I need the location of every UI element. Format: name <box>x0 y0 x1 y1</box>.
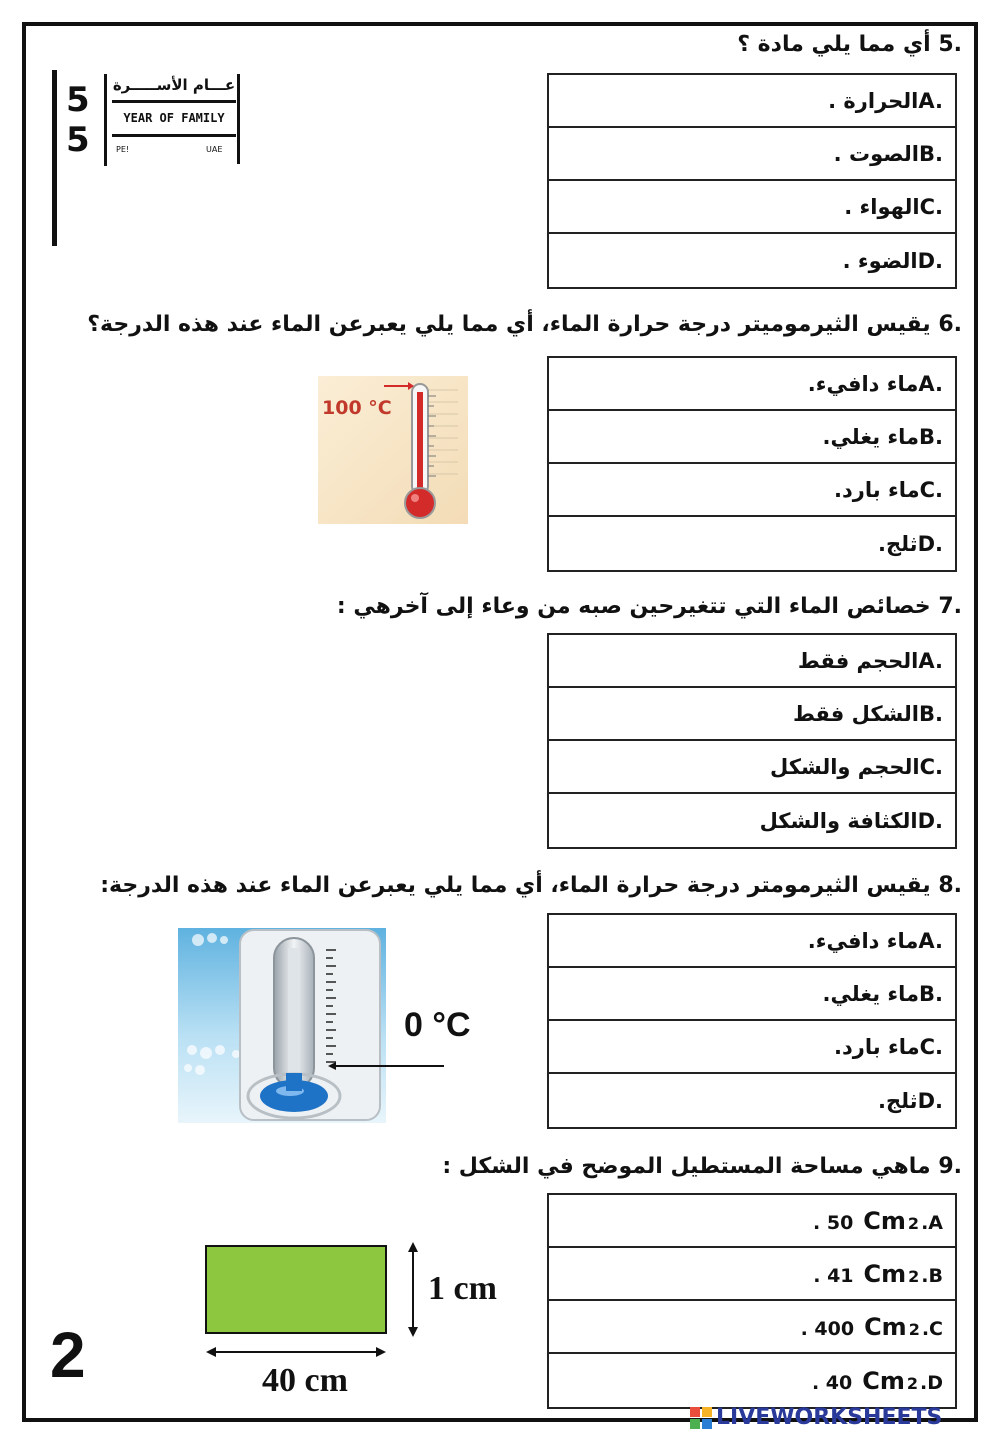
cold-thermometer-label: 0 °C <box>404 1006 471 1044</box>
question-9-title: 9. ماهي مساحة المستطيل الموضح في الشكل : <box>442 1154 962 1179</box>
hot-thermometer-label: 100 °C <box>322 397 392 419</box>
green-rectangle <box>206 1246 386 1333</box>
logo-english-text: YEAR OF FAMILY <box>123 111 225 125</box>
cold-thermometer-image <box>178 928 488 1127</box>
liveworksheets-logo-icon <box>690 1407 712 1429</box>
question-7-options <box>547 633 957 849</box>
hot-thermometer-image <box>318 376 468 528</box>
option-c[interactable]: ماء بارد. C. <box>549 1021 955 1074</box>
question-5-options <box>547 73 957 289</box>
question-8-title: 8. يقيس الثيرمومتر درجة حرارة الماء، أي مما يلي يعبرعن الماء عند هذه الدرجة: <box>100 873 962 898</box>
option-a[interactable]: ماء دافيء. A. <box>549 915 955 968</box>
option-a[interactable]: الحرارة . A. <box>549 75 955 128</box>
logo-arabic-text: عـــام الأســـــرة <box>112 76 236 94</box>
option-d[interactable]: الكثافة والشكل D. <box>759 808 943 833</box>
logo-number-bottom: 5 <box>66 120 90 160</box>
year-of-family-logo <box>52 70 247 248</box>
logo-number-top: 5 <box>66 80 90 120</box>
rectangle-figure <box>200 1238 430 1382</box>
logo-small-right: UAE <box>206 145 223 154</box>
question-8-options <box>547 913 957 1129</box>
option-b[interactable]: . 41 Cm 2 .B <box>549 1248 955 1301</box>
watermark-text: LIVEWORKSHEETS <box>716 1405 943 1430</box>
option-a[interactable]: ماء دافيء. A. <box>549 358 955 411</box>
option-d[interactable]: الضوء . D. <box>842 248 943 273</box>
liveworksheets-watermark <box>690 1405 942 1430</box>
option-d[interactable]: . 40 Cm 2 .D <box>811 1366 943 1395</box>
logo-small-left: PE! <box>116 145 130 154</box>
question-6-title: 6. يقيس الثيرموميتر درجة حرارة الماء، أي مما يلي يعبرعن الماء عند هذه الدرجة؟ <box>87 312 962 337</box>
option-b[interactable]: الشكل فقط B. <box>549 688 955 741</box>
page-number: 2 <box>50 1319 86 1391</box>
option-a[interactable]: الحجم فقط A. <box>549 635 955 688</box>
option-c[interactable]: . 400 Cm 2 .C <box>549 1301 955 1354</box>
option-c[interactable]: الهواء . C. <box>549 181 955 234</box>
question-7-title: 7. خصائص الماء التي تتغيرحين صبه من وعاء إلى آخرهي : <box>336 594 962 619</box>
option-c[interactable]: ماء بارد. C. <box>549 464 955 517</box>
width-label: 40 cm <box>262 1362 348 1399</box>
question-6-options <box>547 356 957 572</box>
option-d[interactable]: ثلج. D. <box>878 531 943 556</box>
question-9-options <box>547 1193 957 1409</box>
question-5-title: 5. أي مما يلي مادة ؟ <box>737 32 962 57</box>
option-d[interactable]: ثلج. D. <box>878 1088 943 1113</box>
option-a[interactable]: . 50 Cm 2 .A <box>549 1195 955 1248</box>
height-label: 1 cm <box>428 1270 497 1307</box>
option-b[interactable]: ماء يغلي. B. <box>549 411 955 464</box>
option-b[interactable]: ماء يغلي. B. <box>549 968 955 1021</box>
option-c[interactable]: الحجم والشكل C. <box>549 741 955 794</box>
option-b[interactable]: الصوت . B. <box>549 128 955 181</box>
